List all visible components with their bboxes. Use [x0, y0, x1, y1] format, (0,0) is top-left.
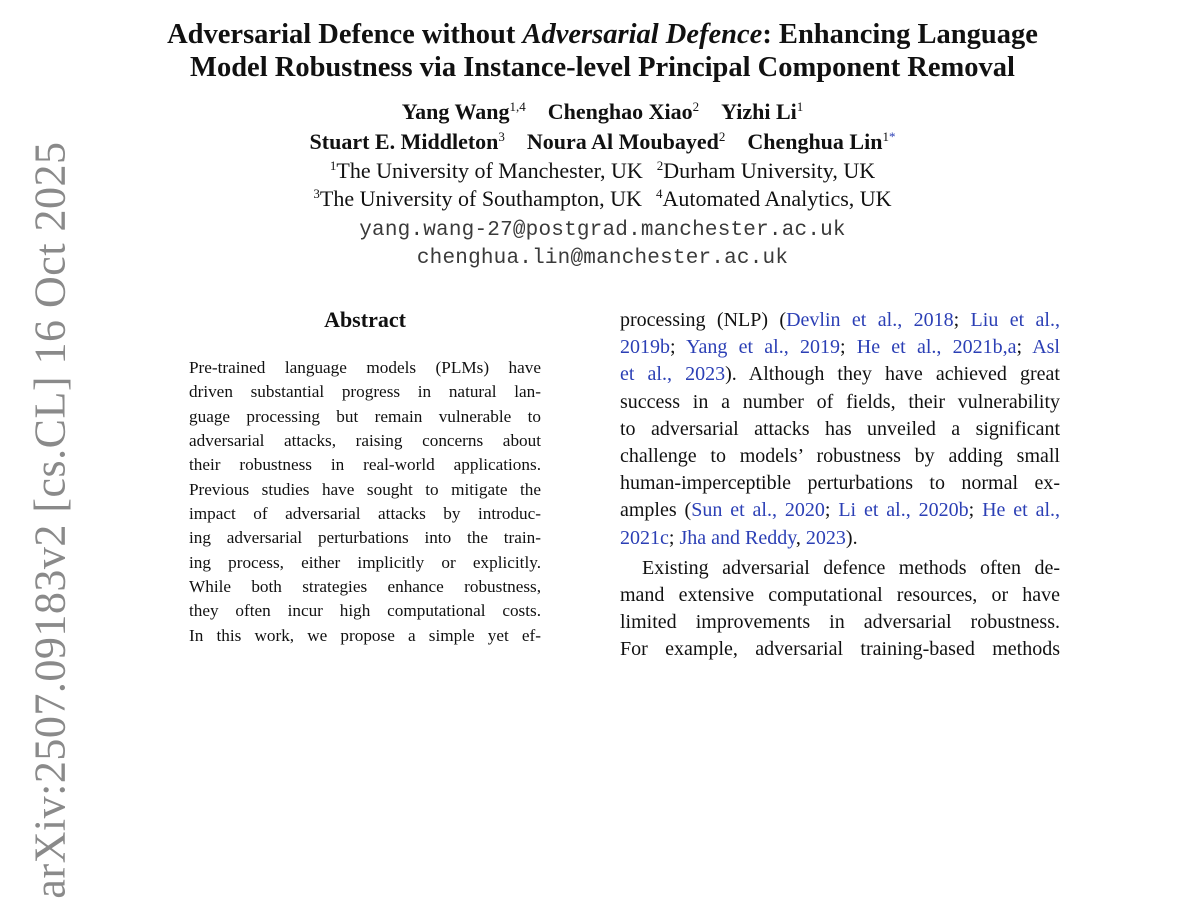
- intro-line: et al., 2023). Although they have achieved great: [620, 363, 1060, 386]
- author-affiliation-marker: 2: [718, 129, 726, 144]
- title-italic-text: Adversarial Defence: [522, 19, 763, 50]
- author-line-1: [100, 98, 1105, 126]
- corresponding-author-link[interactable]: *: [888, 129, 896, 144]
- intro-line: human-imperceptible perturbations to normal ex-: [620, 472, 1060, 495]
- arxiv-side-stamp: arXiv:2507.09183v2 [cs.CL] 16 Oct 2025: [25, 141, 75, 899]
- abstract-line: their robustness in real-world applications.: [189, 455, 541, 475]
- citation-link[interactable]: Yang et al., 2019: [686, 336, 840, 359]
- intro-line: 2019b; Yang et al., 2019; He et al., 2021b,a; Asl: [620, 336, 1060, 359]
- citation-link[interactable]: Li et al., 2020b: [838, 499, 969, 522]
- abstract-line: ing process, either implicitly or explicitly.: [189, 552, 541, 572]
- citation-link[interactable]: Jha and Reddy: [679, 526, 796, 549]
- citation-link[interactable]: 2019b: [620, 336, 670, 359]
- citation-link[interactable]: 2021c: [620, 526, 669, 549]
- author-email[interactable]: chenghua.lin@manchester.ac.uk: [416, 247, 789, 270]
- author-affiliation-marker: 1: [796, 99, 804, 114]
- intro-line: amples (Sun et al., 2020; Li et al., 2020b; He et al.,: [620, 499, 1061, 522]
- citation-link[interactable]: He et al., 2021b,a: [856, 336, 1017, 359]
- intro-line: mand extensive computational resources, or have: [620, 583, 1060, 606]
- author-name: Chenghao Xiao$^2$: [547, 99, 700, 124]
- affiliation: $^2$Durham University, UK: [656, 158, 876, 183]
- abstract-line: guage processing but remain vulnerable to: [189, 406, 541, 426]
- abstract-line: While both strategies enhance robustness,: [189, 577, 541, 597]
- intro-line: Existing adversarial defence methods often de-: [642, 556, 1060, 579]
- affiliation: $^3$The University of Southampton, UK: [313, 186, 642, 211]
- author-name: Yizhi Li$^1$: [721, 99, 804, 124]
- intro-line: processing (NLP) (Devlin et al., 2018; Liu et al.,: [620, 309, 1060, 331]
- abstract-heading: Abstract: [324, 307, 406, 332]
- intro-line: For example, adversarial training-based methods: [620, 638, 1060, 661]
- title-line-1: [167, 19, 1038, 50]
- author-affiliation-marker: 3: [498, 129, 505, 144]
- citation-link[interactable]: Sun et al., 2020: [691, 499, 825, 522]
- abstract-line: Pre-trained language models (PLMs) have: [189, 358, 541, 377]
- abstract-line: they often incur high computational costs.: [189, 601, 541, 621]
- title-line-2: Model Robustness via Instance-level Principal Component Removal: [190, 52, 1015, 83]
- title-text: : Enhancing Language: [762, 19, 1038, 50]
- citation-link[interactable]: Liu et al.,: [970, 309, 1060, 331]
- intro-body: [620, 307, 1060, 663]
- citation-link[interactable]: et al., 2023: [620, 363, 726, 386]
- email-line-1: [100, 214, 1105, 245]
- intro-line: 2021c; Jha and Reddy, 2023).: [620, 526, 858, 549]
- email-line-2: [100, 242, 1105, 273]
- intro-line: challenge to models’ robustness by adding small: [620, 444, 1060, 467]
- abstract-body: [189, 356, 541, 648]
- author-email[interactable]: yang.wang-27@postgrad.manchester.ac.uk: [359, 219, 846, 242]
- intro-line: limited improvements in adversarial robustness.: [620, 611, 1060, 634]
- abstract-line: impact of adversarial attacks by introduc-: [189, 504, 541, 524]
- affiliation: $^1$The University of Manchester, UK: [329, 158, 643, 183]
- citation-link[interactable]: Asl: [1032, 336, 1060, 359]
- affiliation-line-1: [100, 157, 1105, 185]
- author-affiliation-marker: 2: [692, 99, 700, 114]
- abstract-line: adversarial attacks, raising concerns about: [189, 431, 541, 451]
- affiliation: $^4$Automated Analytics, UK: [655, 186, 892, 211]
- intro-line: success in a number of fields, their vulnerability: [620, 390, 1060, 413]
- intro-line: to adversarial attacks has unveiled a significant: [620, 417, 1060, 440]
- author-line-2: [100, 128, 1105, 156]
- author-name: Noura Al Moubayed$^2$: [526, 129, 726, 154]
- citation-link[interactable]: He et al.,: [982, 499, 1061, 522]
- author-name: Yang Wang$^{1,4}$: [401, 99, 526, 124]
- author-name: Chenghua Lin$^{1*}$: [747, 129, 896, 154]
- paper-title: [100, 18, 1105, 84]
- affiliation-line-2: [100, 185, 1105, 213]
- author-name: Stuart E. Middleton$^3$: [309, 129, 505, 154]
- author-affiliation-marker: 1,4: [509, 99, 526, 114]
- author-affiliation-marker: 1: [882, 129, 889, 144]
- abstract-line: ing adversarial perturbations into the train-: [189, 528, 541, 548]
- citation-link[interactable]: 2023: [805, 526, 846, 549]
- abstract-line: driven substantial progress in natural lan-: [189, 382, 541, 402]
- abstract-line: In this work, we propose a simple yet ef-: [189, 625, 541, 645]
- title-text: Adversarial Defence without: [167, 19, 523, 50]
- abstract-line: Previous studies have sought to mitigate the: [189, 479, 541, 499]
- citation-link[interactable]: Devlin et al., 2018: [786, 309, 954, 331]
